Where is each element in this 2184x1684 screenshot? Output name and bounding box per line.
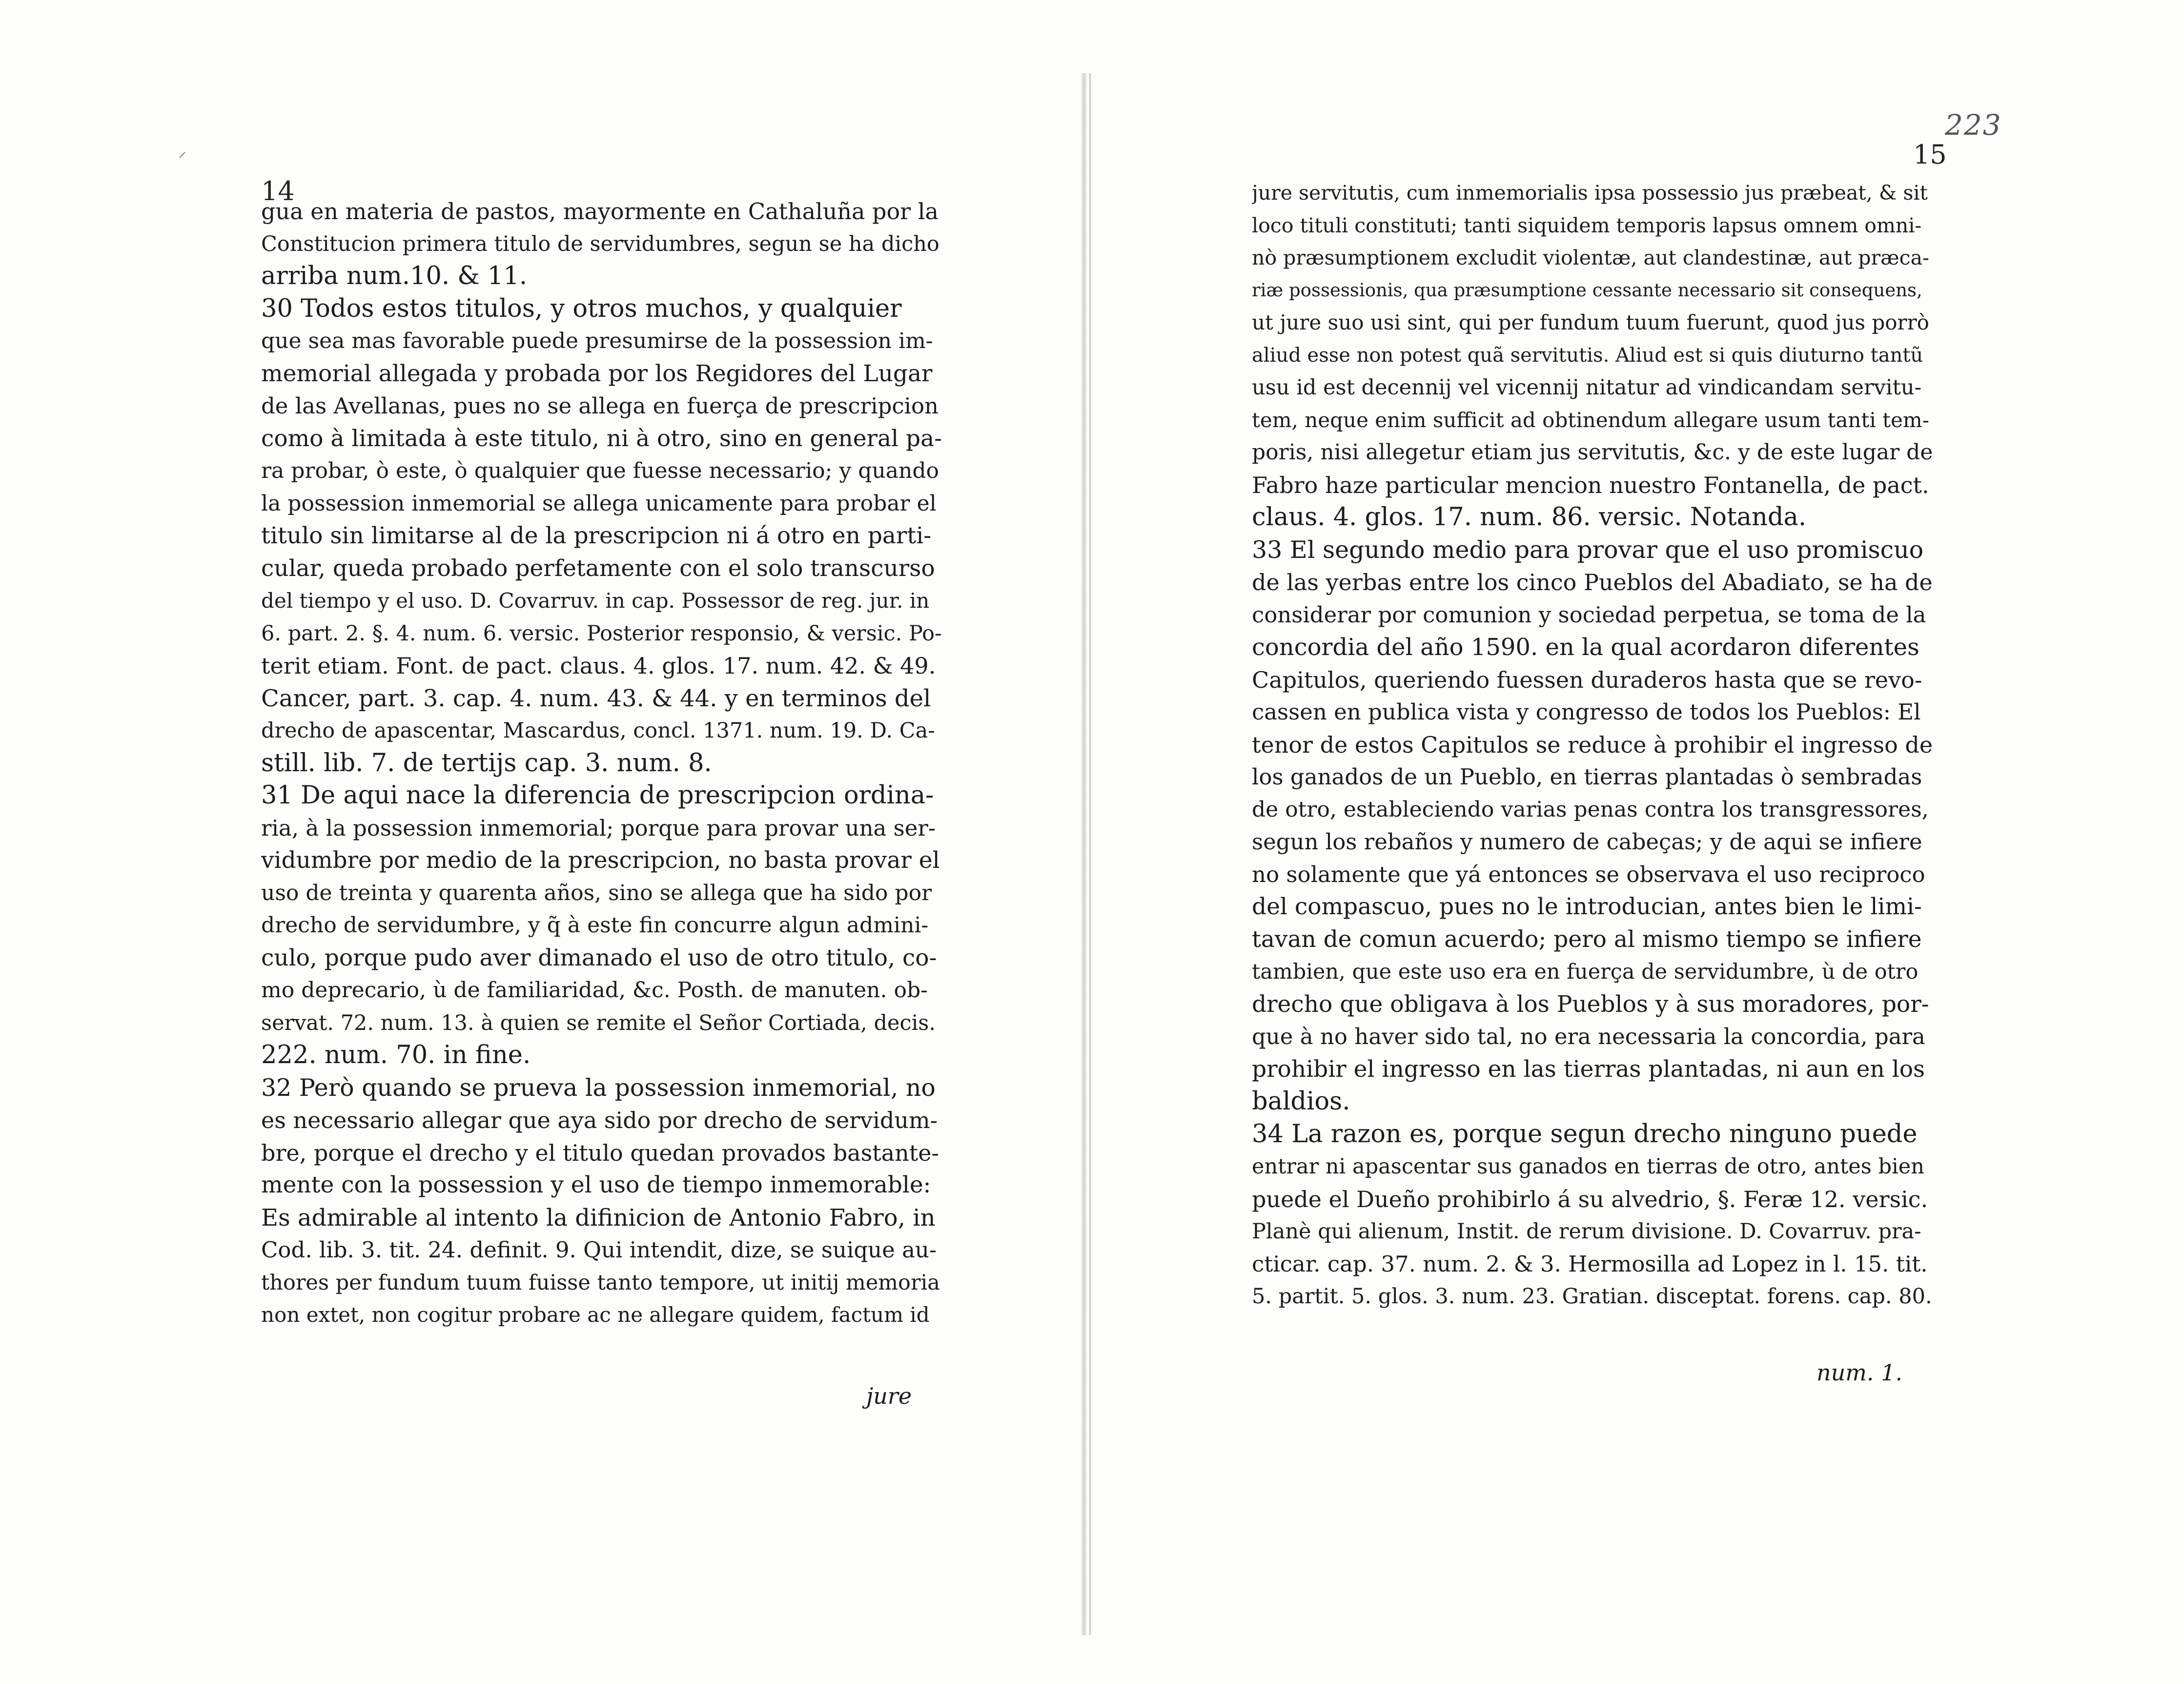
text-line: concordia del año 1590. en la qual acordaron diferentes [1252, 634, 1919, 661]
text-line: considerar por comunion y sociedad perpetua, se toma de la [1252, 601, 1926, 628]
text-line: no solamente que yá entonces se observava el uso reciproco [1252, 861, 1925, 887]
left-catchword: jure [866, 1383, 912, 1409]
text-line: ra probar, ò este, ò qualquier que fuesse necessario; y quando [261, 458, 939, 483]
text-line: vidumbre por medio de la prescripcion, no basta provar el [261, 847, 940, 874]
text-line: Planè qui alienum, Instit. de rerum divisione. D. Covarruv. pra- [1252, 1219, 1921, 1244]
text-line: Capitulos, queriendo fuessen duraderos hasta que se revo- [1252, 666, 1922, 693]
gutter-shadow [1081, 73, 1087, 1635]
left-text-column [261, 195, 942, 1332]
text-line: claus. 4. glos. 17. num. 86. versic. Notanda. [1252, 503, 1807, 532]
text-line: ut jure suo usi sint, qui per fundum tuum fuerunt, quod jus porrò [1252, 310, 1929, 334]
text-line: de otro, estableciendo varias penas contra los transgressores, [1252, 797, 1929, 822]
text-line: 6. part. 2. §. 4. num. 6. versic. Posterior responsio, & versic. Po- [261, 621, 942, 646]
text-line: entrar ni apascentar sus ganados en tierras de otro, antes bien [1252, 1154, 1924, 1179]
text-line: arriba num.10. & 11. [261, 262, 528, 290]
text-line: non extet, non cogitur probare ac ne allegare quidem, factum id [261, 1303, 930, 1327]
text-line: Cancer, part. 3. cap. 4. num. 43. & 44. y en terminos del [261, 684, 931, 712]
text-line: del tiempo y el uso. D. Covarruv. in cap. Possessor de reg. jur. in [261, 589, 930, 613]
text-line: loco tituli constituti; tanti siquidem temporis lapsus omnem omni- [1252, 213, 1922, 237]
right-text-column [1252, 177, 1933, 1313]
text-line: 222. num. 70. in fine. [261, 1041, 531, 1069]
text-line: aliud esse non potest quã servitutis. Aliud est si quis diuturno tantũ [1252, 344, 1923, 367]
text-line: cassen en publica vista y congresso de todos los Pueblos: El [1252, 699, 1921, 725]
text-line: Constitucion primera titulo de servidumbres, segun se ha dicho [261, 231, 939, 256]
text-line: 31 De aqui nace la diferencia de prescripcion ordina- [261, 781, 934, 810]
text-line: mo deprecario, ù de familiaridad, &c. Posth. de manuten. ob- [261, 978, 928, 1003]
text-line: cular, queda probado perfetamente con el solo transcurso [261, 554, 935, 582]
text-line: mente con la possession y el uso de tiempo inmemorable: [261, 1171, 931, 1198]
text-line: bre, porque el drecho y el titulo quedan provados bastante- [261, 1139, 939, 1166]
text-line: tem, neque enim sufficit ad obtinendum allegare usum tanti tem- [1252, 408, 1929, 432]
text-line: culo, porque pudo aver dimanado el uso de otro titulo, co- [261, 944, 937, 971]
text-line: drecho de apascentar, Mascardus, concl. 1371. num. 19. D. Ca- [261, 719, 935, 743]
text-line: que sea mas favorable puede presumirse de la possession im- [261, 329, 933, 353]
text-line: cticar. cap. 37. num. 2. & 3. Hermosilla ad Lopez in l. 15. tit. [1252, 1251, 1928, 1277]
text-line: tavan de comun acuerdo; pero al mismo tiempo se infiere [1252, 925, 1922, 953]
text-line: titulo sin limitarse al de la prescripcion ni á otro en parti- [261, 522, 932, 549]
text-line: ria, à la possession inmemorial; porque para provar una ser- [261, 815, 936, 841]
text-line: 5. partit. 5. glos. 3. num. 23. Gratian. disceptat. forens. cap. 80. [1252, 1284, 1932, 1309]
text-line: 32 Però quando se prueva la possession inmemorial, no [261, 1073, 936, 1102]
text-line: drecho de servidumbre, y q̃ à este fin concurre algun admini- [261, 913, 929, 938]
text-line: de las Avellanas, pues no se allega en fuerça de prescripcion [261, 393, 939, 419]
text-line: prohibir el ingresso en las tierras plantadas, ni aun en los [1252, 1055, 1925, 1083]
text-line: como à limitada à este titulo, ni à otro, sino en general pa- [261, 425, 942, 452]
text-line: Fabro haze particular mencion nuestro Fontanella, de pact. [1252, 472, 1929, 498]
right-page-number: 15 [1913, 139, 1947, 170]
ink-smudge: ⸝ [178, 142, 186, 161]
text-line: puede el Dueño prohibirlo á su alvedrio, §. Feræ 12. versic. [1252, 1186, 1928, 1212]
text-line: 34 La razon es, porque segun drecho ninguno puede [1252, 1119, 1918, 1149]
right-catchword: num. 1. [1817, 1359, 1903, 1386]
text-line: gua en materia de pastos, mayormente en Cathaluña por la [261, 198, 939, 225]
text-line: drecho que obligava à los Pueblos y à sus moradores, por- [1252, 990, 1929, 1018]
text-line: riæ possessionis, qua præsumptione cessante necessario sit consequens, [1252, 279, 1922, 301]
handwritten-folio-mark: 223 [1945, 108, 2002, 142]
text-line: los ganados de un Pueblo, en tierras plantadas ò sembradas [1252, 764, 1922, 790]
text-line: es necessario allegar que aya sido por drecho de servidum- [261, 1107, 938, 1133]
text-line: nò præsumptionem excludit violentæ, aut clandestinæ, aut præca- [1252, 246, 1929, 269]
text-line: jure servitutis, cum inmemorialis ipsa possessio jus præbeat, & sit [1252, 181, 1928, 205]
text-line: thores per fundum tuum fuisse tanto tempore, ut initij memoria [261, 1270, 940, 1295]
text-line: terit etiam. Font. de pact. claus. 4. glos. 17. num. 42. & 49. [261, 653, 936, 679]
text-line: Cod. lib. 3. tit. 24. definit. 9. Qui intendit, dize, se suique au- [261, 1237, 937, 1263]
text-line: que à no haver sido tal, no era necessaria la concordia, para [1252, 1024, 1925, 1049]
left-page-number: 14 [261, 176, 295, 206]
text-line: usu id est decennij vel vicennij nitatur ad vindicandam servitu- [1252, 375, 1922, 400]
text-line: tenor de estos Capitulos se reduce à prohibir el ingresso de [1252, 731, 1933, 758]
text-line: tambien, que este uso era en fuerça de servidumbre, ù de otro [1252, 960, 1919, 984]
text-line: segun los rebaños y numero de cabeças; y de aqui se infiere [1252, 829, 1922, 855]
text-line: Es admirable al intento la difinicion de Antonio Fabro, in [261, 1204, 936, 1232]
text-line: de las yerbas entre los cinco Pueblos del Abadiato, se ha de [1252, 569, 1933, 596]
text-line: memorial allegada y probada por los Regidores del Lugar [261, 360, 933, 387]
text-line: 30 Todos estos titulos, y otros muchos, y qualquier [261, 294, 902, 323]
text-line: uso de treinta y quarenta años, sino se allega que ha sido por [261, 880, 932, 905]
text-line: poris, nisi allegetur etiam jus servitutis, &c. y de este lugar de [1252, 440, 1933, 465]
text-line: servat. 72. num. 13. à quien se remite el Señor Cortiada, decis. [261, 1010, 936, 1035]
gutter-fold [1089, 73, 1091, 1635]
text-line: still. lib. 7. de tertijs cap. 3. num. 8. [261, 748, 712, 778]
text-line: la possession inmemorial se allega unicamente para probar el [261, 491, 937, 516]
text-line: del compascuo, pues no le introducian, antes bien le limi- [1252, 893, 1922, 920]
text-line: baldios. [1252, 1087, 1350, 1116]
text-line: 33 El segundo medio para provar que el uso promiscuo [1252, 535, 1924, 564]
